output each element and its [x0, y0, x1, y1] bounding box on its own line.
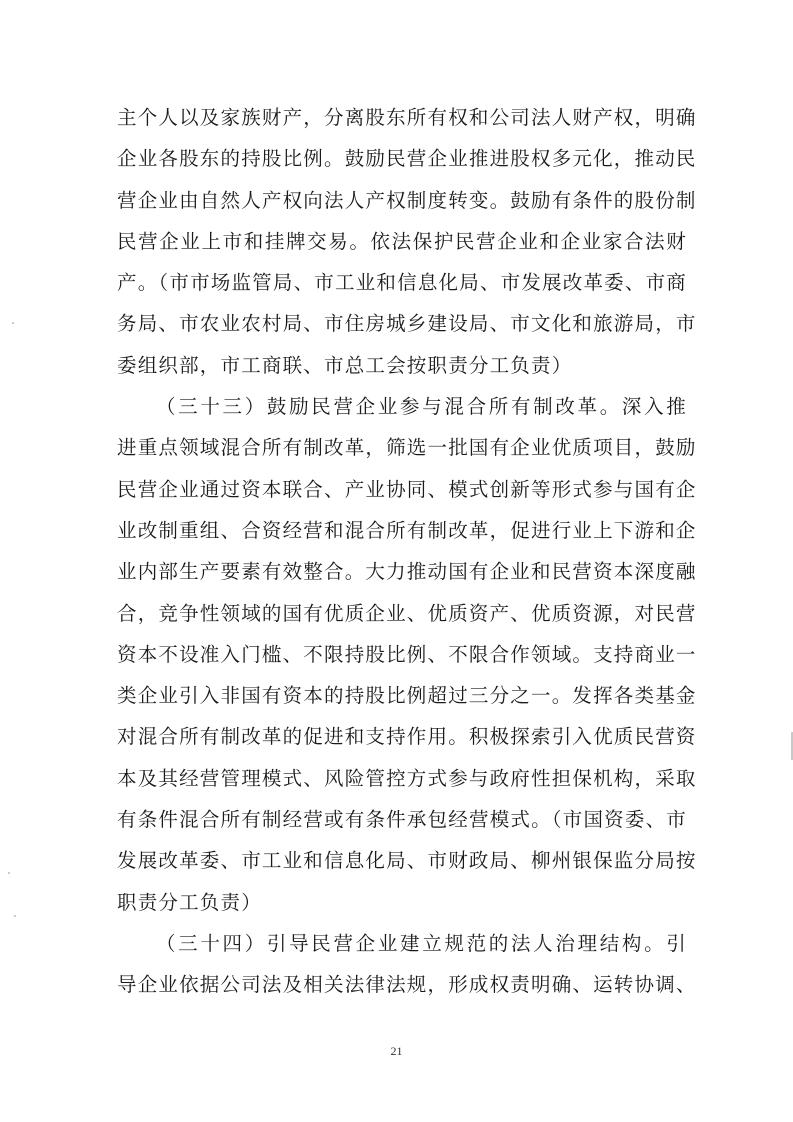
text-line: 有条件混合所有制经营或有条件承包经营模式。（市国资委、市: [117, 808, 687, 832]
text-line: 导企业依据公司法及相关法律法规，形成权责明确、运转协调、: [117, 973, 697, 997]
section-heading-line: （三十四）引导民营企业建立规范的法人治理结构。引: [156, 931, 687, 955]
scan-speck: [8, 872, 10, 874]
text-line: 资本不设准入门槛、不限持股比例、不限合作领域。支持商业一: [117, 642, 697, 666]
text-line: 进重点领域混合所有制改革，筛选一批国有企业优质项目，鼓励: [117, 436, 697, 460]
text-line: 发展改革委、市工业和信息化局、市财政局、柳州银保监分局按: [117, 849, 697, 873]
text-line: 合，竞争性领域的国有优质企业、优质资产、优质资源，对民营: [117, 601, 697, 625]
text-line: 本及其经营管理模式、风险管控方式参与政府性担保机构，采取: [117, 766, 697, 790]
text-line: 民营企业通过资本联合、产业协同、模式创新等形式参与国有企: [117, 477, 697, 501]
scan-speck: [14, 915, 16, 917]
text-line: 企业各股东的持股比例。鼓励民营企业推进股权多元化，推动民: [117, 147, 697, 171]
text-line: 营企业由自然人产权向法人产权制度转变。鼓励有条件的股份制: [117, 188, 697, 212]
text-line: 业改制重组、合资经营和混合所有制改革，促进行业上下游和企: [117, 518, 697, 542]
text-line: 职责分工负责）: [117, 890, 262, 914]
text-line: 产。（市市场监管局、市工业和信息化局、市发展改革委、市商: [117, 271, 687, 295]
text-line: 主个人以及家族财产，分离股东所有权和公司法人财产权，明确: [117, 106, 697, 129]
text-line: 民营企业上市和挂牌交易。依法保护民营企业和企业家合法财: [117, 229, 687, 253]
text-line: 委组织部，市工商联、市总工会按职责分工负责）: [117, 353, 573, 377]
text-line: 务局、市农业农村局、市住房城乡建设局、市文化和旅游局，市: [117, 312, 697, 336]
scan-speck: [12, 322, 14, 324]
text-line: 对混合所有制改革的促进和支持作用。积极探索引入优质民营资: [117, 725, 697, 749]
page-number: 21: [390, 1044, 403, 1058]
section-heading-line: （三十三）鼓励民营企业参与混合所有制改革。深入推: [156, 395, 687, 419]
text-line: 业内部生产要素有效整合。大力推动国有企业和民营资本深度融: [117, 560, 697, 584]
text-line: 类企业引入非国有资本的持股比例超过三分之一。发挥各类基金: [117, 684, 697, 708]
body-text: [117, 97, 697, 1006]
